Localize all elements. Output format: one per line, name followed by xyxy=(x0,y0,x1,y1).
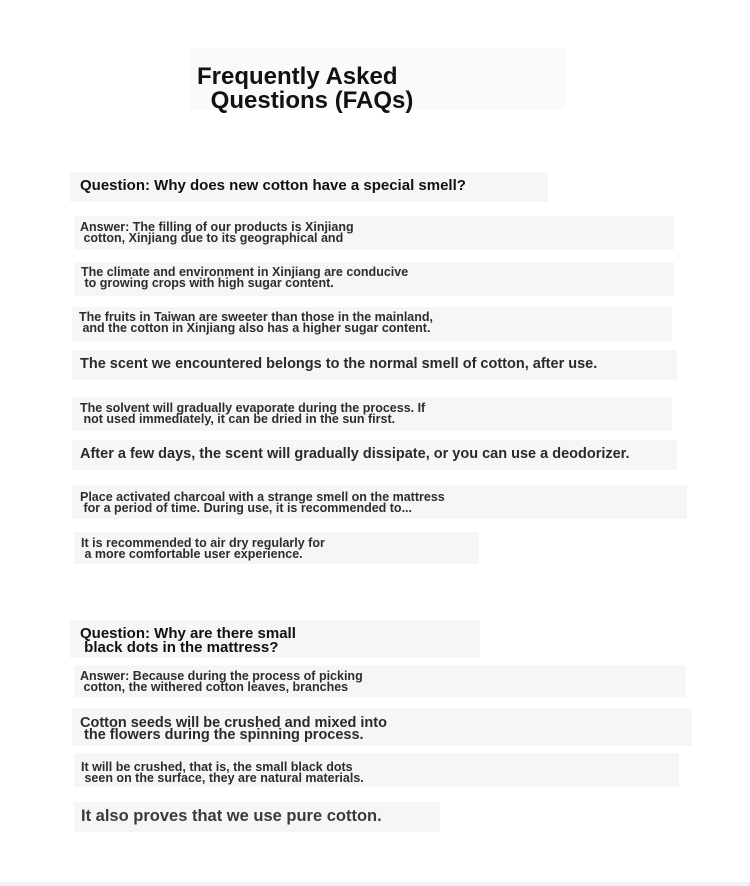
faq2-answer-line-2: cotton, the withered cotton leaves, branches xyxy=(80,680,349,694)
faq2-paragraph-3-line-2: seen on the surface, they are natural materials. xyxy=(81,771,364,785)
faq1-paragraph-8-line-1: It is recommended to air dry regularly for xyxy=(81,536,325,550)
faq1-paragraph-2-line-2: to growing crops with high sugar content. xyxy=(81,276,334,290)
faq2-question-line-1: Question: Why are there small xyxy=(80,625,296,642)
faq2-answer-line-1: Answer: Because during the process of picking xyxy=(80,669,363,683)
faq1-paragraph-5-line-1: The solvent will gradually evaporate during the process. If xyxy=(80,401,426,415)
page-title-line-2: Questions (FAQs) xyxy=(204,87,414,114)
faq1-question: Question: Why does new cotton have a special smell? xyxy=(80,177,466,194)
faq2-paragraph-3-line-1: It will be crushed, that is, the small black dots xyxy=(81,760,353,774)
faq2-paragraph-2-line-2: the flowers during the spinning process. xyxy=(80,727,364,743)
faq1-paragraph-7-line-2: for a period of time. During use, it is recommended to... xyxy=(80,501,412,515)
faq1-paragraph-2-line-1: The climate and environment in Xinjiang are conducive xyxy=(81,265,409,279)
bottom-divider xyxy=(0,882,750,886)
faq1-paragraph-7-line-1: Place activated charcoal with a strange smell on the mattress xyxy=(80,490,445,504)
faq1-answer-line-1: Answer: The filling of our products is Xinjiang xyxy=(80,220,354,234)
faq1-paragraph-6: After a few days, the scent will gradually dissipate, or you can use a deodorizer. xyxy=(80,446,630,462)
faq2-question-line-2: black dots in the mattress? xyxy=(80,639,279,656)
faq1-paragraph-4: The scent we encountered belongs to the normal smell of cotton, after use. xyxy=(80,356,598,372)
faq2-paragraph-2-line-1: Cotton seeds will be crushed and mixed into xyxy=(80,715,387,731)
faq1-paragraph-3-line-1: The fruits in Taiwan are sweeter than those in the mainland, xyxy=(79,310,434,324)
faq1-answer-line-2: cotton, Xinjiang due to its geographical and xyxy=(80,231,344,245)
page-title-line-1: Frequently Asked xyxy=(197,63,398,90)
faq2-paragraph-4: It also proves that we use pure cotton. xyxy=(81,807,382,825)
faq1-paragraph-3-line-2: and the cotton in Xinjiang also has a higher sugar content. xyxy=(79,321,431,335)
faq1-paragraph-8-line-2: a more comfortable user experience. xyxy=(81,547,303,561)
faq1-paragraph-5-line-2: not used immediately, it can be dried in the sun first. xyxy=(80,412,396,426)
